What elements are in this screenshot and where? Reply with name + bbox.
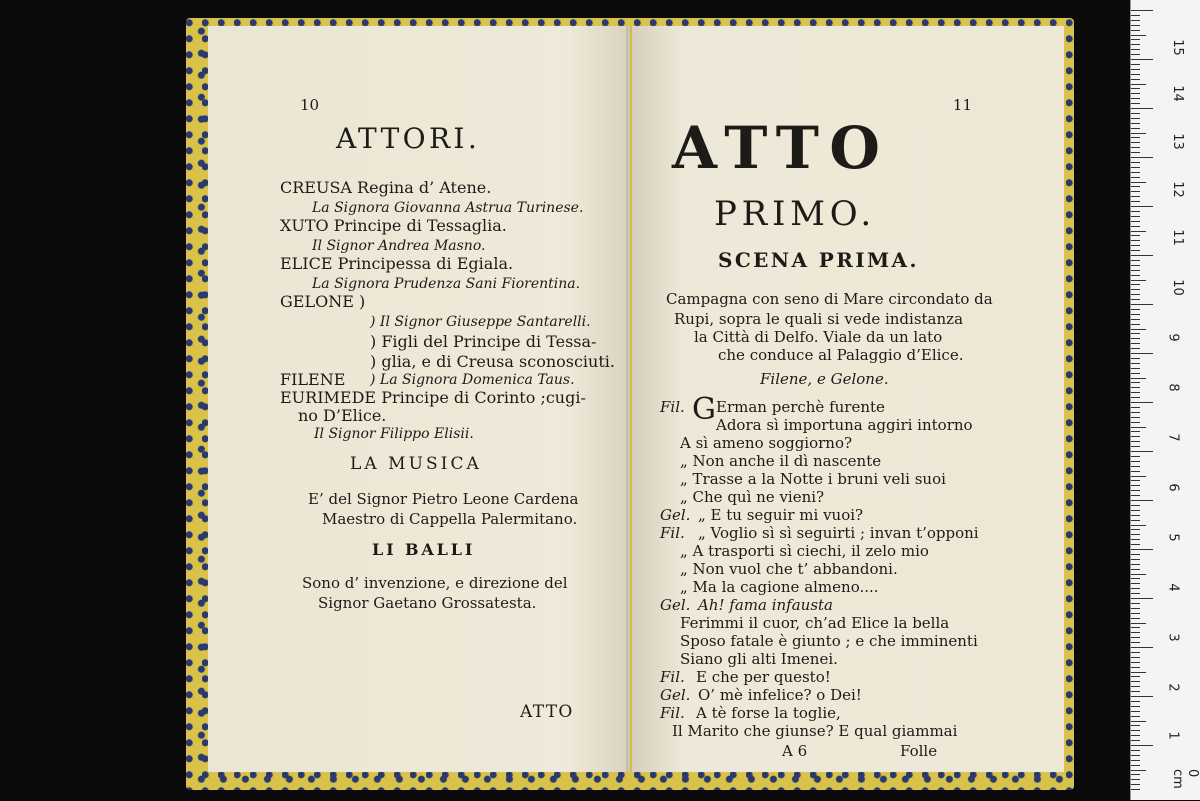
- ruler-tick: [1131, 49, 1140, 50]
- ruler-tick: [1131, 471, 1140, 472]
- ruler-tick: [1131, 206, 1153, 207]
- dialogue-line: „ Non vuol che t’ abbandoni.: [680, 560, 898, 578]
- ruler-number: 8: [1165, 383, 1181, 392]
- ruler-tick: [1131, 113, 1140, 114]
- ruler-tick: [1131, 284, 1140, 285]
- drop-cap: G: [692, 392, 716, 427]
- ruler-tick: [1131, 490, 1140, 491]
- musica-line: E’ del Signor Pietro Leone Cardena: [308, 490, 579, 508]
- ruler-tick: [1131, 88, 1140, 89]
- speaker-label: Fil.: [660, 398, 685, 416]
- ruler-tick: [1131, 407, 1140, 408]
- catchword-right: Folle: [900, 742, 938, 760]
- ruler-tick: [1131, 382, 1140, 383]
- dialogue-line: Siano gli alti Imenei.: [680, 650, 838, 668]
- ruler-tick: [1131, 260, 1140, 261]
- ruler-tick: [1131, 725, 1140, 726]
- balli-line: Signor Gaetano Grossatesta.: [318, 594, 537, 612]
- ruler-tick: [1131, 74, 1140, 75]
- dialogue-line: „ A trasporti sì ciechi, il zelo mio: [680, 542, 929, 560]
- ruler-tick: [1131, 172, 1140, 173]
- ruler-tick: [1131, 750, 1140, 751]
- signature-mark: A 6: [782, 742, 808, 760]
- dialogue-line: E che per questo!: [696, 668, 831, 686]
- ruler-number: 6: [1165, 483, 1181, 492]
- ruler-tick: [1131, 373, 1140, 374]
- dialogue-line: Ferimmi il cuor, ch’ad Elice la bella: [680, 614, 950, 632]
- ruler-tick: [1131, 598, 1153, 599]
- ruler-tick: [1131, 30, 1140, 31]
- ruler-tick: [1131, 177, 1140, 178]
- setting-line: Rupi, sopra le quali si vede indistanza: [674, 310, 964, 328]
- ruler-tick: [1131, 93, 1140, 94]
- ruler-number: 0 cm: [1170, 769, 1200, 789]
- ruler-tick: [1131, 525, 1146, 526]
- speaker-label: Gel.: [660, 596, 691, 614]
- balli-line: Sono d’ invenzione, e direzione del: [302, 574, 568, 592]
- ruler-tick: [1131, 98, 1140, 99]
- cast-line: CREUSA Regina d’ Atene.: [280, 178, 492, 197]
- ruler-tick: [1131, 118, 1140, 119]
- ruler-tick: [1131, 441, 1140, 442]
- ruler-tick: [1131, 147, 1140, 148]
- ruler-number: 13: [1169, 133, 1185, 150]
- dialogue-line: Ah! fama infausta: [698, 596, 833, 614]
- ruler-tick: [1131, 613, 1140, 614]
- dialogue-line: Erman perchè furente: [716, 398, 885, 416]
- page-number-left: 10: [300, 96, 320, 114]
- ruler-tick: [1131, 167, 1140, 168]
- ruler-number: 3: [1165, 633, 1181, 642]
- cast-line: FILENE: [280, 370, 346, 389]
- ruler-tick: [1131, 25, 1140, 26]
- ruler-tick: [1131, 191, 1140, 192]
- ruler-number: 1: [1165, 731, 1181, 740]
- ruler-tick: [1131, 216, 1140, 217]
- dialogue-line: „ E tu seguir mi vuoi?: [698, 506, 864, 524]
- ruler-tick: [1131, 338, 1140, 339]
- ruler-tick: [1131, 343, 1140, 344]
- setting-line: Campagna con seno di Mare circondato da: [666, 290, 993, 308]
- ruler-tick: [1131, 378, 1146, 379]
- ruler-number: 10: [1169, 279, 1185, 296]
- dialogue-line: „ Ma la cagione almeno....: [680, 578, 879, 596]
- dialogue-line: „ Che quì ne vieni?: [680, 488, 825, 506]
- ruler-tick: [1131, 774, 1140, 775]
- dialogue-line: A sì ameno soggiorno?: [680, 434, 853, 452]
- ruler-number: 4: [1165, 583, 1181, 592]
- dialogue-line: Sposo fatale è giunto ; e che imminenti: [680, 632, 978, 650]
- right-page: [632, 26, 1064, 772]
- ruler-tick: [1131, 294, 1140, 295]
- ruler-number: 11: [1169, 229, 1185, 246]
- ruler-tick: [1131, 765, 1140, 766]
- ruler-tick: [1131, 456, 1140, 457]
- cast-line: La Signora Prudenza Sani Fiorentina.: [312, 276, 581, 292]
- ruler-tick: [1131, 735, 1140, 736]
- ruler-tick: [1131, 770, 1146, 771]
- ruler-tick: [1131, 348, 1140, 349]
- cast-line: XUTO Principe di Tessaglia.: [280, 216, 507, 235]
- ruler-tick: [1131, 529, 1140, 530]
- musica-line: Maestro di Cappella Palermitano.: [322, 510, 578, 528]
- ruler-tick: [1131, 35, 1146, 36]
- balli-heading: LI BALLI: [372, 540, 476, 559]
- ruler-tick: [1131, 520, 1140, 521]
- cast-line: ) Figli del Principe di Tessa-: [370, 332, 597, 351]
- ruler-tick: [1131, 422, 1140, 423]
- ruler-tick: [1131, 618, 1140, 619]
- ruler-tick: [1131, 623, 1146, 624]
- ruler-tick: [1131, 329, 1146, 330]
- ruler-tick: [1131, 289, 1140, 290]
- ruler-tick: [1131, 466, 1140, 467]
- ruler-tick: [1131, 436, 1140, 437]
- cast-line: La Signora Giovanna Astrua Turinese.: [312, 200, 584, 216]
- ruler-tick: [1131, 182, 1146, 183]
- ruler-tick: [1131, 363, 1140, 364]
- ruler-tick: [1131, 706, 1140, 707]
- ruler-tick: [1131, 549, 1153, 550]
- ruler-tick: [1131, 691, 1140, 692]
- speaker-label: Fil.: [660, 524, 685, 542]
- ruler-tick: [1131, 54, 1140, 55]
- ruler-tick: [1131, 162, 1140, 163]
- ruler-tick: [1131, 270, 1140, 271]
- ruler-tick: [1131, 152, 1140, 153]
- ruler-tick: [1131, 157, 1153, 158]
- cast-line: ELICE Principessa di Egiala.: [280, 254, 514, 273]
- musica-heading: LA MUSICA: [350, 454, 482, 474]
- ruler-number: 7: [1165, 433, 1181, 442]
- ruler-tick: [1131, 686, 1140, 687]
- ruler-tick: [1131, 69, 1140, 70]
- cast-line: ) Il Signor Giuseppe Santarelli.: [370, 314, 591, 330]
- cast-line: GELONE ): [280, 292, 366, 311]
- speaker-label: Fil.: [660, 704, 685, 722]
- ruler-tick: [1131, 186, 1140, 187]
- ruler-tick: [1131, 500, 1153, 501]
- ruler-tick: [1131, 593, 1140, 594]
- ruler-tick: [1131, 461, 1140, 462]
- ruler-tick: [1131, 583, 1140, 584]
- ruler-tick: [1131, 711, 1140, 712]
- page-number-right: 11: [952, 96, 972, 114]
- ruler-tick: [1131, 226, 1140, 227]
- ruler-tick: [1131, 662, 1140, 663]
- ruler-number: 15: [1169, 39, 1185, 56]
- cast-title: ATTORI.: [336, 122, 481, 155]
- ruler-number: 12: [1169, 181, 1185, 198]
- ruler-tick: [1131, 652, 1140, 653]
- cast-line: Il Signor Filippo Elisii.: [314, 426, 474, 442]
- ruler-tick: [1131, 564, 1140, 565]
- speaker-label: Gel.: [660, 686, 691, 704]
- ruler-tick: [1131, 304, 1153, 305]
- cast-line: ) La Signora Domenica Taus.: [370, 372, 575, 388]
- ruler-tick: [1131, 784, 1140, 785]
- ruler-tick: [1131, 201, 1140, 202]
- ruler-tick: [1131, 15, 1140, 16]
- ruler-tick: [1131, 137, 1140, 138]
- ruler-tick: [1131, 667, 1140, 668]
- ruler-tick: [1131, 544, 1140, 545]
- ruler-tick: [1131, 721, 1146, 722]
- ruler-tick: [1131, 745, 1153, 746]
- dialogue-line: „ Trasse a la Notte i bruni veli suoi: [680, 470, 946, 488]
- ruler-tick: [1131, 353, 1153, 354]
- ruler-tick: [1131, 476, 1146, 477]
- ruler-tick: [1131, 755, 1140, 756]
- ruler-tick: [1131, 417, 1140, 418]
- ruler-tick: [1131, 505, 1140, 506]
- ruler-tick: [1131, 588, 1140, 589]
- speaker-label: Fil.: [660, 668, 685, 686]
- ruler-tick: [1131, 539, 1140, 540]
- ruler-tick: [1131, 431, 1140, 432]
- ruler-tick: [1131, 578, 1140, 579]
- ruler-tick: [1131, 446, 1140, 447]
- ruler-tick: [1131, 387, 1140, 388]
- ruler-tick: [1131, 485, 1140, 486]
- ruler-tick: [1131, 280, 1146, 281]
- ruler-tick: [1131, 515, 1140, 516]
- ruler-tick: [1131, 627, 1140, 628]
- dialogue-line: Adora sì importuna aggiri intorno: [716, 416, 973, 434]
- ruler-tick: [1131, 142, 1140, 143]
- ruler-tick: [1131, 123, 1140, 124]
- ruler-tick: [1131, 103, 1140, 104]
- ruler-tick: [1131, 559, 1140, 560]
- ruler-tick: [1131, 231, 1146, 232]
- ruler-tick: [1131, 319, 1140, 320]
- ruler-tick: [1131, 740, 1140, 741]
- ruler-tick: [1131, 789, 1140, 790]
- ruler-tick: [1131, 574, 1146, 575]
- ruler-tick: [1131, 554, 1140, 555]
- ruler-tick: [1131, 133, 1146, 134]
- dialogue-line: „ Voglio sì sì seguirti ; invan t’opponi: [698, 524, 979, 542]
- ruler-tick: [1131, 20, 1140, 21]
- ruler-tick: [1131, 59, 1153, 60]
- ruler-tick: [1131, 265, 1140, 266]
- ruler-tick: [1131, 44, 1140, 45]
- ruler-tick: [1131, 392, 1140, 393]
- ruler-tick: [1131, 779, 1140, 780]
- ruler-tick: [1131, 696, 1153, 697]
- ruler-tick: [1131, 250, 1140, 251]
- ruler-tick: [1131, 235, 1140, 236]
- ruler-tick: [1131, 196, 1140, 197]
- dialogue-line: Il Marito che giunse? E qual giammai: [672, 722, 958, 740]
- ruler-tick: [1131, 84, 1146, 85]
- ruler-tick: [1131, 716, 1140, 717]
- ruler-tick: [1131, 412, 1140, 413]
- ruler-tick: [1131, 358, 1140, 359]
- ruler-number: 2: [1165, 683, 1181, 692]
- left-page: [208, 26, 630, 772]
- ruler-tick: [1131, 647, 1153, 648]
- ruler-tick: [1131, 569, 1140, 570]
- ruler-tick: [1131, 495, 1140, 496]
- ruler-tick: [1131, 451, 1153, 452]
- ruler-tick: [1131, 427, 1146, 428]
- dialogue-line: A tè forse la toglie,: [696, 704, 841, 722]
- ruler-tick: [1131, 534, 1140, 535]
- ruler-tick: [1131, 10, 1153, 11]
- ruler-tick: [1131, 603, 1140, 604]
- ruler-tick: [1131, 672, 1146, 673]
- ruler-tick: [1131, 608, 1140, 609]
- ruler-number: 9: [1165, 333, 1181, 342]
- ruler-tick: [1131, 730, 1140, 731]
- ruler-tick: [1131, 211, 1140, 212]
- ruler-tick: [1131, 701, 1140, 702]
- ruler-tick: [1131, 510, 1140, 511]
- measurement-ruler: [1130, 0, 1200, 800]
- ruler-tick: [1131, 240, 1140, 241]
- ruler-tick: [1131, 333, 1140, 334]
- ruler-tick: [1131, 299, 1140, 300]
- ruler-tick: [1131, 128, 1140, 129]
- ruler-tick: [1131, 275, 1140, 276]
- cast-line: Il Signor Andrea Masno.: [312, 238, 486, 254]
- ruler-tick: [1131, 79, 1140, 80]
- ruler-tick: [1131, 397, 1140, 398]
- ruler-tick: [1131, 314, 1140, 315]
- ruler-tick: [1131, 108, 1153, 109]
- ruler-tick: [1131, 245, 1140, 246]
- ruler-tick: [1131, 760, 1140, 761]
- dialogue-line: O’ mè infelice? o Dei!: [698, 686, 862, 704]
- cast-line: ) glia, e di Creusa sconosciuti.: [370, 352, 615, 371]
- ruler-tick: [1131, 681, 1140, 682]
- speaker-label: Gel.: [660, 506, 691, 524]
- ruler-tick: [1131, 39, 1140, 40]
- ruler-number: 14: [1169, 85, 1185, 102]
- act-number: PRIMO.: [714, 194, 876, 234]
- ruler-tick: [1131, 676, 1140, 677]
- act-title: ATTO: [672, 114, 891, 182]
- setting-line: che conduce al Palaggio d’Elice.: [718, 346, 964, 364]
- ruler-tick: [1131, 402, 1153, 403]
- ruler-tick: [1131, 657, 1140, 658]
- ruler-number: 5: [1165, 533, 1181, 542]
- ruler-tick: [1131, 637, 1140, 638]
- characters-on-stage: Filene, e Gelone.: [760, 370, 889, 388]
- ruler-tick: [1131, 632, 1140, 633]
- dialogue-line: „ Non anche il dì nascente: [680, 452, 882, 470]
- ruler-tick: [1131, 324, 1140, 325]
- ruler-tick: [1131, 642, 1140, 643]
- ruler-tick: [1131, 255, 1153, 256]
- ruler-tick: [1131, 480, 1140, 481]
- catchword-left: ATTO: [520, 702, 574, 722]
- setting-line: la Città di Delfo. Viale da un lato: [694, 328, 943, 346]
- ruler-tick: [1131, 309, 1140, 310]
- ruler-tick: [1131, 64, 1140, 65]
- ruler-tick: [1131, 221, 1140, 222]
- scene-title: SCENA PRIMA.: [718, 248, 919, 272]
- cast-line: EURIMEDE Principe di Corinto ;cugi-: [280, 388, 586, 407]
- ruler-tick: [1131, 368, 1140, 369]
- cast-line: no D’Elice.: [298, 406, 387, 425]
